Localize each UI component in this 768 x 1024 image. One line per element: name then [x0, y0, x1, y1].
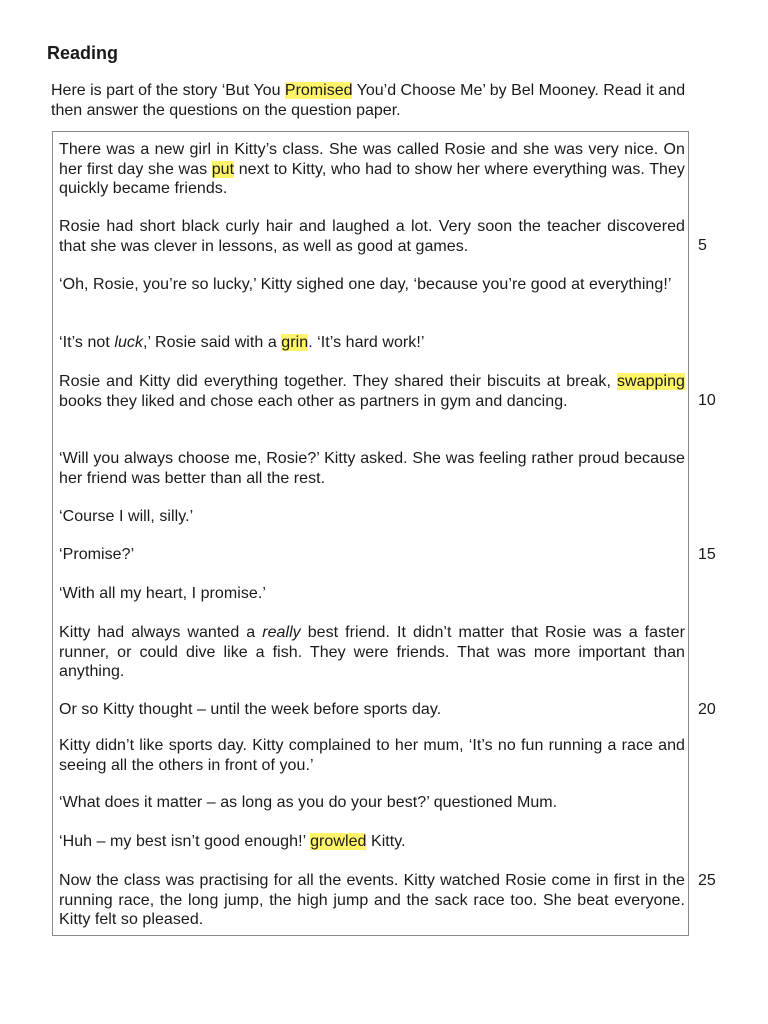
passage-paragraph-11: Or so Kitty thought – until the week before sports day.	[59, 701, 442, 718]
p14-text-b: Kitty.	[366, 833, 406, 850]
p4-text-c: . ‘It’s hard work!’	[308, 334, 425, 351]
passage-paragraph-12: Kitty didn’t like sports day. Kitty complained to her mum, ‘It’s no fun running a race and seeing all the others in front of you.’	[59, 737, 685, 774]
passage-paragraph-2: Rosie had short black curly hair and laughed a lot. Very soon the teacher discovered that she was clever in lessons, as well as good at games.	[59, 218, 685, 255]
p10-text-b: best friend. It didn’t matter that Rosie was a faster runner, or could dive like a fish. They were friends. That was more important than anything.	[59, 624, 685, 680]
passage-paragraph-13: ‘What does it matter – as long as you do your best?’ questioned Mum.	[59, 794, 558, 811]
intro-text-before: Here is part of the story ‘But You	[51, 82, 285, 99]
intro-text	[51, 81, 691, 121]
line-number-10: 10	[698, 392, 716, 409]
p5-text-a: Rosie and Kitty did everything together. They shared their biscuits at break,	[59, 373, 617, 390]
p10-emphasis: really	[262, 624, 301, 641]
section-heading: Reading	[47, 43, 119, 63]
p10-text-a: Kitty had always wanted a	[59, 624, 263, 641]
highlighted-word-grin: grin	[281, 334, 309, 351]
p14-text-a: ‘Huh – my best isn’t good enough!’	[59, 833, 311, 850]
highlighted-word-growled: growled	[310, 833, 367, 850]
p4-text-b: ,’ Rosie said with a	[143, 334, 282, 351]
intro-highlight: Promised	[284, 82, 353, 99]
line-number-5: 5	[698, 237, 707, 254]
p5-text-b: books they liked and chose each other as partners in gym and dancing.	[59, 392, 568, 410]
passage-paragraph-7: ‘Course I will, silly.’	[59, 508, 194, 525]
line-number-15: 15	[698, 546, 716, 563]
p4-text-a: ‘It’s not	[59, 334, 115, 351]
p1-text-b: next to Kitty, who had to show her where everything was. They quickly became friends.	[59, 160, 685, 197]
intro-text-after: You’d Choose Me’ by Bel Mooney. Read it and then answer the questions on the question paper.	[51, 82, 686, 119]
line-number-20: 20	[698, 701, 716, 718]
passage-paragraph-4	[59, 333, 685, 353]
passage-paragraph-15: Now the class was practising for all the events. Kitty watched Rosie come in first in the running race, the long jump, the high jump and the sack race too. She beat everyone. Kitty felt so pleased.	[59, 872, 685, 928]
highlighted-word-put: put	[211, 160, 235, 178]
passage-paragraph-3: ‘Oh, Rosie, you’re so lucky,’ Kitty sighed one day, ‘because you’re good at everything!’	[59, 276, 672, 293]
highlighted-word-swapping: swapping	[616, 373, 685, 390]
passage-paragraph-10	[59, 623, 685, 682]
passage-paragraph-5	[59, 372, 685, 411]
p1-text-a: There was a new girl in Kitty’s class. She was called Rosie and she was very nice. On her first day she was	[59, 141, 685, 178]
passage-paragraph-1	[59, 140, 685, 199]
passage-paragraph-8: ‘Promise?’	[59, 546, 135, 563]
line-number-25: 25	[698, 872, 716, 889]
passage-paragraph-9: ‘With all my heart, I promise.’	[59, 585, 266, 602]
passage-paragraph-6: ‘Will you always choose me, Rosie?’ Kitty asked. She was feeling rather proud because her friend was better than all the rest.	[59, 450, 685, 487]
passage-paragraph-14	[59, 832, 685, 852]
p4-emphasis: luck	[114, 334, 143, 351]
